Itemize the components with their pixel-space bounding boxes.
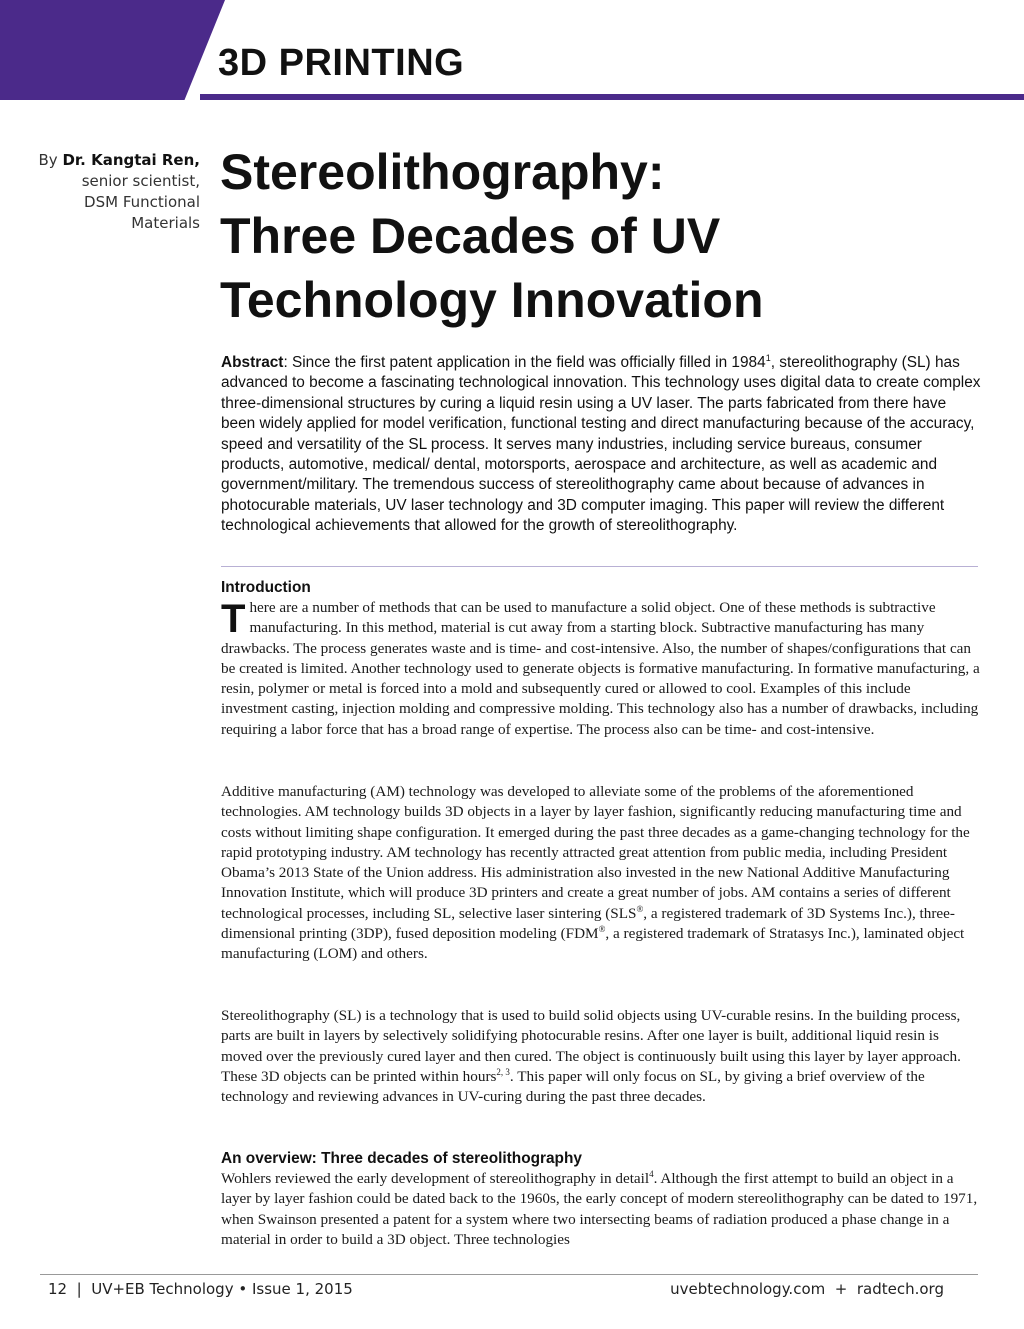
overview-paragraph-a: Wohlers reviewed the early development of stereolithography in detail	[221, 1170, 650, 1187]
abstract-text-b: , stereolithography (SL) has advanced to become a fascinating technological innovation. This technology uses digital data to create complex three-dimensional structures by curing a liquid resin using a UV laser. The parts fabricated from there have been widely applied for model verification, functional testing and direct manufacturing because of the accuracy, speed and versatility of the SL process. It serves many industries, including service bureaus, consumer products, automotive, medical/ dental, motorsports, aerospace and architecture, as well as academic and government/military. The tremendous success of stereolithography came about because of advances in photocurable materials, UV laser technology and 3D computer imaging. This paper will review the different technological achievements that allowed for the growth of stereolithography.	[221, 354, 981, 535]
intro-paragraph-1-text: here are a number of methods that can be used to manufacture a solid object. One of these methods is subtractive manufacturing. In this method, material is cut away from a starting block. Subtractive manufacturing has many drawbacks. The process generates waste and is time- and cost-intensive. Also, the number of shapes/configurations that can be created is limited. Another technology used to generate objects is formative manufacturing. In formative manufacturing, a resin, polymer or metal is forced into a mold and subsequently cured or allowed to cool. Examples of this include investment casting, injection molding and compressive molding. This technology also has a number of drawbacks, including requiring a labor force that has a broad range of expertise. The process also can be time- and cost-intensive.	[221, 599, 980, 738]
footer-rule	[40, 1274, 978, 1275]
byline-by: By	[38, 151, 58, 169]
header-rule	[200, 94, 1024, 100]
ref-2-3: 2, 3	[496, 1066, 510, 1077]
intro-paragraph-3-a: Stereolithography (SL) is a technology that is used to build solid objects using UV-curable resins. In the building process, parts are built in layers by selectively solidifying photocurable resins. After one layer is built, additional liquid resin is moved over the previously cured layer and then cured. The object is continuously built using this layer by layer approach. These 3D objects can be printed within hours	[221, 1007, 961, 1085]
abstract-divider	[221, 566, 978, 567]
title-line2: Three Decades of UV	[220, 208, 721, 264]
author-role-line1: senior scientist,	[81, 172, 200, 190]
introduction-heading: Introduction	[221, 579, 311, 596]
intro-paragraph-2	[221, 782, 981, 965]
intro-paragraph-3-b: . This paper will only focus on SL, by giving a brief overview of the technology and reviewing advances in UV-curing during the past three decades.	[221, 1067, 925, 1106]
registered-mark-1: ®	[636, 903, 644, 914]
intro-paragraph-3	[221, 1006, 981, 1107]
title-line3: Technology Innovation	[220, 272, 764, 328]
intro-paragraph-2-b: , a registered trademark of 3D Systems Inc.), three-dimensional printing (3DP), fused deposition modeling (FDM	[221, 904, 955, 943]
abstract-text-a: : Since the first patent application in the field was officially filled in 1984	[283, 354, 766, 371]
abstract-label: Abstract	[221, 354, 284, 371]
abstract	[221, 353, 981, 537]
article-title	[220, 140, 980, 332]
footer-issue-info: 12 | UV+EB Technology • Issue 1, 2015	[48, 1280, 353, 1298]
registered-mark-2: ®	[598, 924, 606, 935]
intro-paragraph-2-c: , a registered trademark of Stratasys Inc.), laminated object manufacturing (LOM) and others.	[221, 925, 965, 963]
footer-websites: uvebtechnology.com + radtech.org	[670, 1280, 944, 1298]
overview-paragraph-b: . Although the first attempt to build an object in a layer by layer fashion could be dated back to the 1960s, the early concept of modern stereolithography can be dated to 1971, when Swainson presented a patent for a system where two intersecting beams of radiation produced a phase change in a material in order to build a 3D object. Three technologies	[221, 1170, 978, 1248]
title-line1: Stereolithography:	[220, 144, 665, 200]
intro-paragraph-2-a: Additive manufacturing (AM) technology was developed to alleviate some of the problems of the aforementioned technologies. AM technology builds 3D objects in a layer by layer fashion, significantly reducing manufacturing time and costs without limiting shape configuration. It emerged during the past three decades as a game-changing technology for the rapid prototyping industry. AM technology has recently attracted great attention from public media, including President Obama’s 2013 State of the Union address. His administration also invested in the new National Additive Manufacturing Innovation Institute, which will produce 3D printers and create a great number of jobs. AM contains a series of different technological processes, including SL, selective laser sintering (SLS	[221, 783, 970, 922]
abstract-ref: 1	[765, 352, 771, 363]
drop-cap: T	[221, 597, 246, 641]
header-accent-block	[0, 0, 225, 100]
intro-paragraph-1	[221, 598, 981, 740]
overview-heading: An overview: Three decades of stereolithography	[221, 1150, 582, 1167]
author-name: Dr. Kangtai Ren,	[62, 151, 200, 169]
author-role-line2: DSM Functional	[84, 193, 200, 211]
overview-paragraph	[221, 1169, 981, 1250]
author-role-line3: Materials	[131, 214, 200, 232]
ref-4: 4	[649, 1168, 654, 1179]
byline	[0, 150, 200, 234]
section-label: 3D PRINTING	[218, 42, 465, 84]
